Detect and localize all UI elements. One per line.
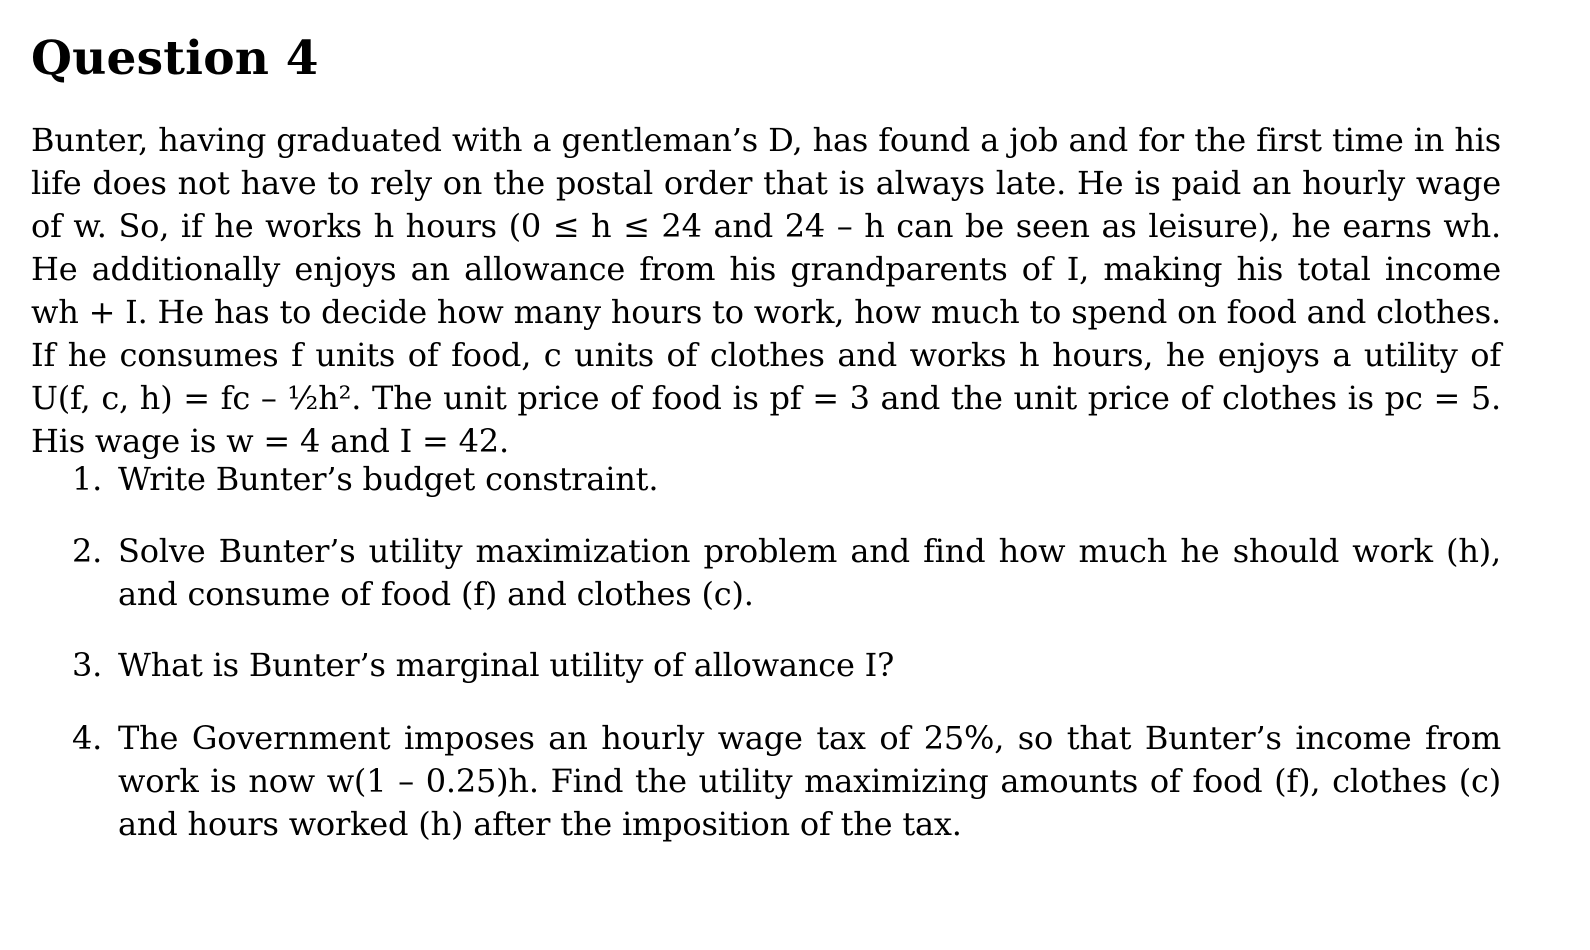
question-text: Write Bunter’s budget constraint. (118, 460, 659, 498)
problem-statement: Bunter, having graduated with a gentleman’s D, has found a job and for the first time in his life does not have to rely on the postal order that is always late. He is paid an hourly wage of w. So, if he works h hours (0 ≤ h ≤ 24 and 24 – h can be seen as leisure), he earns wh. He additionally enjoys an allowance from his grandparents of I, making his total income wh + I. He has to decide how many hours to work, how much to spend on food and clothes. If he consumes f units of food, c units of clothes and works h hours, he enjoys a utility of U(f, c, h) = fc – ½h². The unit price of food is pf = 3 and the unit price of clothes is pc = 5. His wage is w = 4 and I = 42. (31, 121, 1501, 460)
question-item (72, 644, 1501, 687)
question-text: Solve Bunter’s utility maximization problem and find how much he should work (h), and consume of food (f) and clothes (c). (118, 532, 1501, 613)
question-text: What is Bunter’s marginal utility of allowance I? (118, 646, 895, 684)
question-number: 2. (72, 532, 103, 570)
question-number: 1. (72, 460, 103, 498)
question-number: 4. (72, 719, 103, 757)
question-number: 3. (72, 646, 103, 684)
question-item (72, 717, 1501, 846)
question-item (72, 458, 1501, 501)
question-item (72, 530, 1501, 616)
question-text: The Government imposes an hourly wage tax of 25%, so that Bunter’s income from work is now w(1 – 0.25)h. Find the utility maximizing amounts of food (f), clothes (c) and hours worked (h) after the imposition of the tax. (118, 719, 1501, 843)
question-title: Question 4 (31, 31, 319, 86)
